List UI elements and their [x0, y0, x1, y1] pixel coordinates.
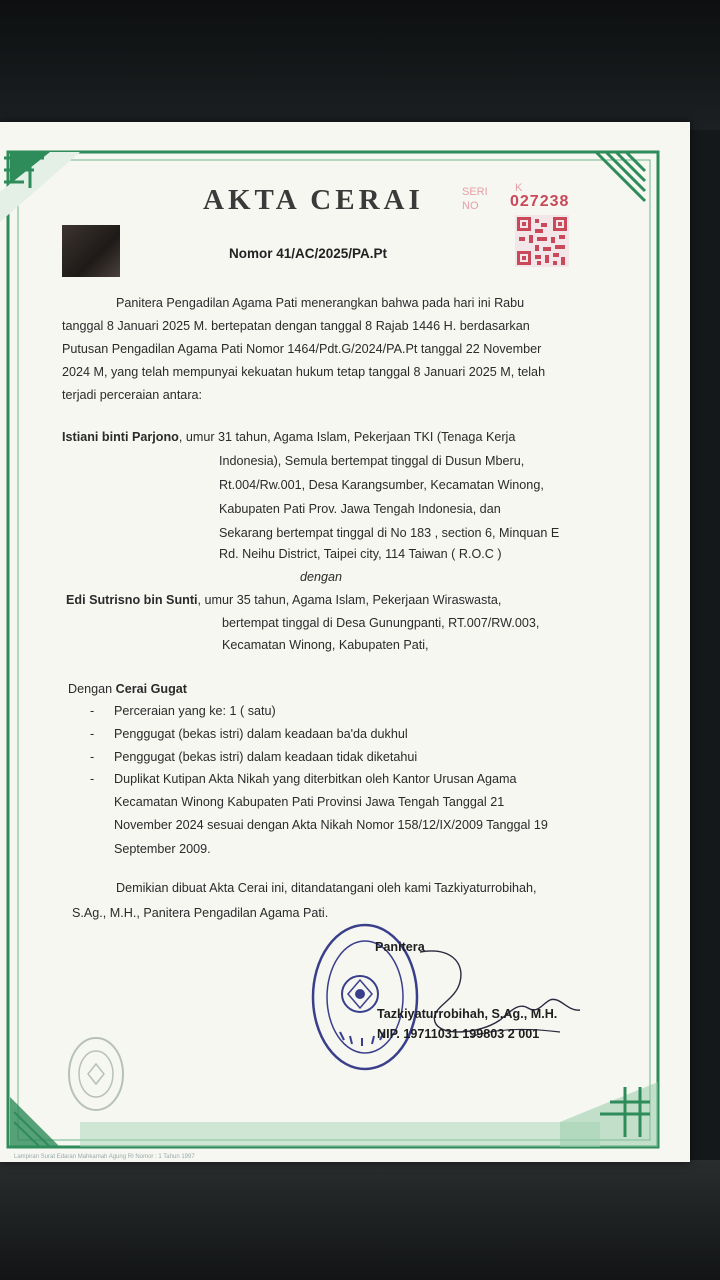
connector-dengan: dengan	[300, 570, 343, 584]
party1-line: Sekarang bertempat tinggal di No 183 , section 6, Minquan E	[219, 526, 560, 540]
party1-line: Rt.004/Rw.001, Desa Karangsumber, Kecamatan Winong,	[219, 478, 544, 492]
top-right-hatch	[596, 152, 645, 201]
bullet-dash: -	[90, 704, 95, 718]
duplicate-line: November 2024 sesuai dengan Akta Nikah Nomor 158/12/IX/2009 Tanggal 19	[114, 818, 548, 832]
footer-note: Lampiran Surat Edaran Mahkamah Agung RI Nomor : 1 Tahun 1997	[14, 1154, 195, 1160]
party1-name: Istiani binti Parjono	[62, 430, 179, 444]
party1-line: Rd. Neihu District, Taipei city, 114 Taiwan ( R.O.C )	[219, 547, 502, 561]
signatory-name: Tazkiyaturrobihah, S.Ag., M.H.	[377, 1007, 558, 1021]
intro-line: terjadi perceraian antara:	[62, 388, 203, 402]
intro-line: Putusan Pengadilan Agama Pati Nomor 1464/Pdt.G/2024/PA.Pt tanggal 22 November	[62, 342, 542, 356]
background-bottom	[0, 1160, 720, 1280]
duplicate-line: September 2009.	[114, 842, 211, 856]
divorce-item: Penggugat (bekas istri) dalam keadaan tidak diketahui	[114, 750, 418, 764]
intro-line: Panitera Pengadilan Agama Pati menerangkan bahwa pada hari ini Rabu	[116, 296, 525, 310]
party2-line: Kecamatan Winong, Kabupaten Pati,	[222, 638, 429, 652]
party1-line: Kabupaten Pati Prov. Jawa Tengah Indonesia, dan	[219, 502, 501, 516]
party1-first-line	[62, 426, 515, 448]
signatory-role: Panitera	[375, 940, 425, 954]
party2-line: bertempat tinggal di Desa Gunungpanti, RT.007/RW.003,	[222, 616, 540, 630]
duplicate-line: Kecamatan Winong Kabupaten Pati Provinsi Jawa Tengah Tanggal 21	[114, 795, 505, 809]
party2-first-line	[66, 589, 501, 611]
document-title: AKTA CERAI	[203, 184, 424, 216]
divorce-prefix: Dengan	[68, 682, 116, 696]
party1-details: , umur 31 tahun, Agama Islam, Pekerjaan TKI (Tenaga Kerja	[178, 430, 516, 444]
mahkamah-agung-logo-icon	[66, 1034, 126, 1114]
intro-line: tanggal 8 Januari 2025 M. bertepatan dengan tanggal 8 Rajab 1446 H. berdasarkan	[62, 319, 530, 333]
divorce-certificate-page	[0, 122, 690, 1162]
k-label: K	[515, 182, 523, 194]
background-top	[0, 0, 720, 130]
bullet-dash: -	[90, 750, 95, 764]
party1-line: Indonesia), Semula bertempat tinggal di Dusun Mberu,	[219, 454, 525, 468]
party2-name: Edi Sutrisno bin Sunti	[66, 593, 198, 607]
bullet-dash: -	[90, 727, 95, 741]
document-number: Nomor 41/AC/2025/PA.Pt	[229, 246, 388, 261]
closing-line: Demikian dibuat Akta Cerai ini, ditandatangani oleh kami Tazkiyaturrobihah,	[116, 881, 537, 895]
bullet-dash: -	[90, 772, 95, 786]
party2-details: , umur 35 tahun, Agama Islam, Pekerjaan Wiraswasta,	[197, 593, 502, 607]
duplicate-line: Duplikat Kutipan Akta Nikah yang diterbitkan oleh Kantor Urusan Agama	[114, 772, 517, 786]
hologram-photo	[62, 225, 120, 277]
qr-code-icon	[515, 215, 569, 267]
divorce-item: Penggugat (bekas istri) dalam keadaan ba'da dukhul	[114, 727, 408, 741]
intro-line: 2024 M, yang telah mempunyai kekuatan hukum tetap tanggal 8 Januari 2025 M, telah	[62, 365, 546, 379]
seri-label: SERI	[462, 186, 488, 198]
divorce-type-line	[68, 678, 187, 700]
serial-number: 027238	[510, 193, 570, 210]
closing-line: S.Ag., M.H., Panitera Pengadilan Agama Pati.	[72, 906, 329, 920]
signatory-nip: NIP. 19711031 199803 2 001	[377, 1027, 540, 1041]
divorce-item: Perceraian yang ke: 1 ( satu)	[114, 704, 276, 718]
no-label: NO	[462, 200, 479, 212]
divorce-type: Cerai Gugat	[115, 682, 188, 696]
